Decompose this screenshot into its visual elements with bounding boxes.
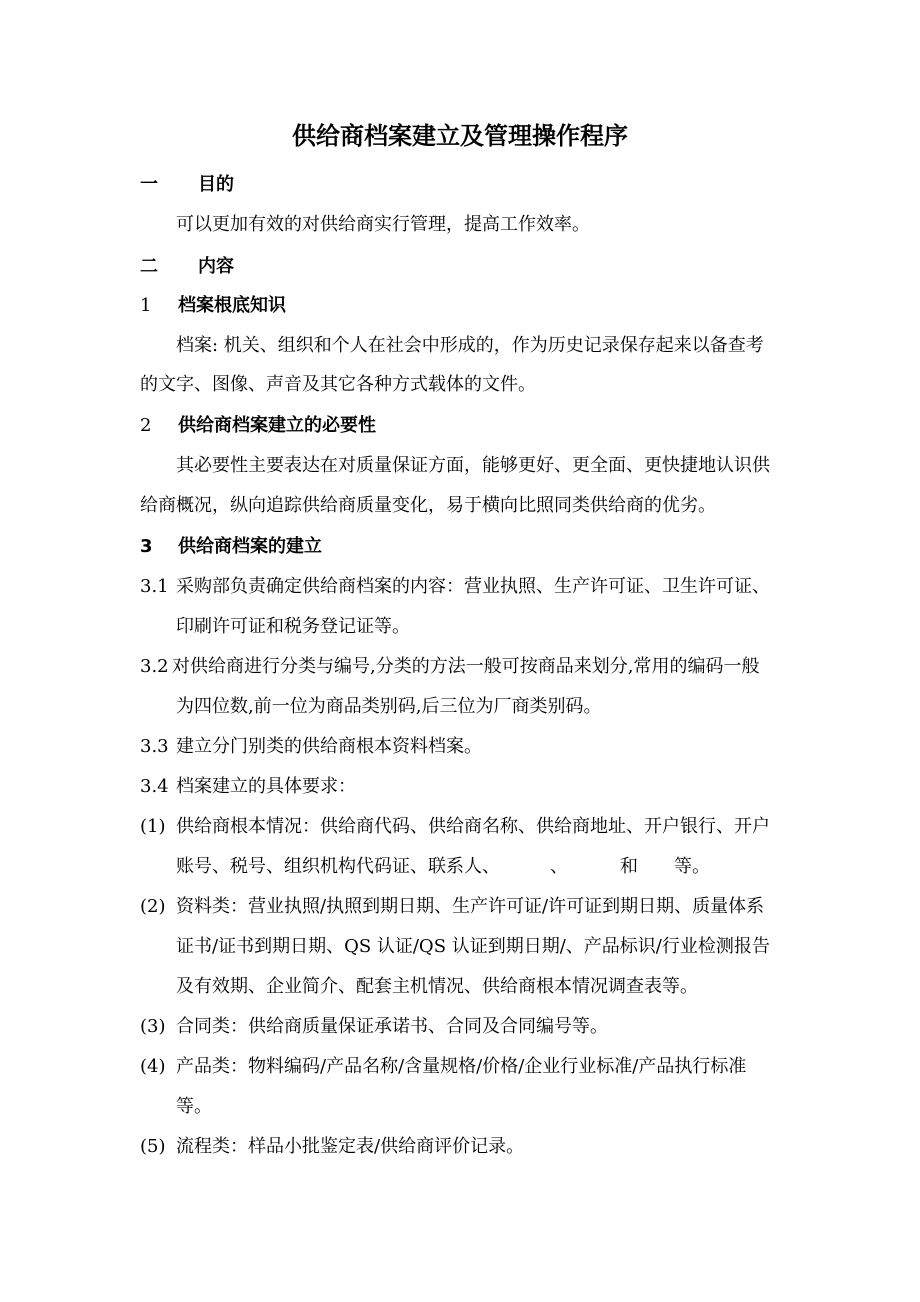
list-text: 流程类：样品小批鉴定表/供给商评价记录。	[176, 1136, 525, 1157]
section-purpose-heading	[140, 173, 234, 197]
list-text-part: 等。	[674, 856, 710, 877]
list-text-continued: 证书/证书到期日期、QS 认证/QS 认证到期日期/、产品标识/行业检测报告	[176, 936, 770, 957]
item-3-1	[140, 575, 770, 599]
list-text-continued: 等。	[176, 1096, 212, 1117]
item-text: 建立分门别类的供给商根本资料档案。	[176, 736, 482, 757]
list-text-continued	[176, 855, 710, 879]
list-item-1	[140, 815, 770, 839]
item-number: 3.1	[140, 576, 169, 597]
item-number: 3.3	[140, 736, 169, 757]
subsection-3-heading	[140, 535, 322, 559]
section-title: 目的	[198, 174, 234, 195]
list-number: (2)	[140, 896, 166, 917]
item-text-continued: 印刷许可证和税务登记证等。	[176, 616, 410, 637]
subsection-title: 供给商档案的建立	[178, 536, 322, 557]
list-text-part: 账号、税号、组织机构代码证、联系人、	[176, 856, 500, 877]
item-text-continued: 为四位数,前一位为商品类别码,后三位为厂商类别码。	[176, 696, 602, 717]
subsection-title: 档案根底知识	[178, 295, 286, 316]
list-text-part: 和	[620, 856, 638, 877]
item-number: 3.4	[140, 776, 169, 797]
list-number: (5)	[140, 1136, 166, 1157]
list-text: 资料类：营业执照/执照到期日期、生产许可证/许可证到期日期、质量体系	[176, 896, 765, 917]
list-text: 产品类：物料编码/产品名称/含量规格/价格/企业行业标准/产品执行标准	[176, 1056, 747, 1077]
item-number: 3.2	[140, 656, 169, 677]
subsection-title: 供给商档案建立的必要性	[178, 415, 376, 436]
item-3-4	[140, 775, 356, 799]
list-item-2	[140, 895, 764, 919]
section-title: 内容	[198, 256, 234, 277]
list-text: 供给商根本情况：供给商代码、供给商名称、供给商地址、开户银行、开户	[176, 816, 770, 837]
section-number: 一	[140, 174, 158, 195]
section-content-heading	[140, 255, 234, 279]
list-item-5	[140, 1135, 524, 1159]
list-text-continued: 及有效期、企业简介、配套主机情况、供给商根本情况调查表等。	[176, 976, 698, 997]
paragraph-line: 的文字、图像、声音及其它各种方式载体的文件。	[140, 374, 536, 395]
list-item-4	[140, 1055, 746, 1079]
subsection-number: 3	[140, 536, 153, 557]
list-item-3	[140, 1015, 608, 1039]
item-3-3	[140, 735, 482, 759]
item-text: 档案建立的具体要求：	[176, 776, 356, 797]
item-text: 采购部负责确定供给商档案的内容：营业执照、生产许可证、卫生许可证、	[176, 576, 770, 597]
list-text-part: 、	[550, 856, 568, 877]
subsection-number: 1	[140, 295, 152, 316]
paragraph-line: 其必要性主要表达在对质量保证方面，能够更好、更全面、更快捷地认识供	[176, 455, 770, 476]
list-text: 合同类：供给商质量保证承诺书、合同及合同编号等。	[176, 1016, 608, 1037]
paragraph-line: 档案: 机关、组织和个人在社会中形成的，作为历史记录保存起来以备查考	[176, 335, 764, 356]
paragraph-line: 给商概况，纵向追踪供给商质量变化，易于横向比照同类供给商的优劣。	[140, 495, 716, 516]
list-number: (4)	[140, 1056, 166, 1077]
section-number: 二	[140, 256, 158, 277]
subsection-2-heading	[140, 414, 376, 438]
item-text: 对供给商进行分类与编号,分类的方法一般可按商品来划分,常用的编码一般	[172, 656, 760, 677]
document-title: 供给商档案建立及管理操作程序	[292, 122, 628, 150]
purpose-text: 可以更加有效的对供给商实行管理，提高工作效率。	[176, 214, 590, 235]
list-number: (1)	[140, 816, 166, 837]
list-number: (3)	[140, 1016, 166, 1037]
subsection-1-heading	[140, 294, 286, 318]
subsection-number: 2	[140, 415, 152, 436]
item-3-2	[140, 655, 759, 679]
